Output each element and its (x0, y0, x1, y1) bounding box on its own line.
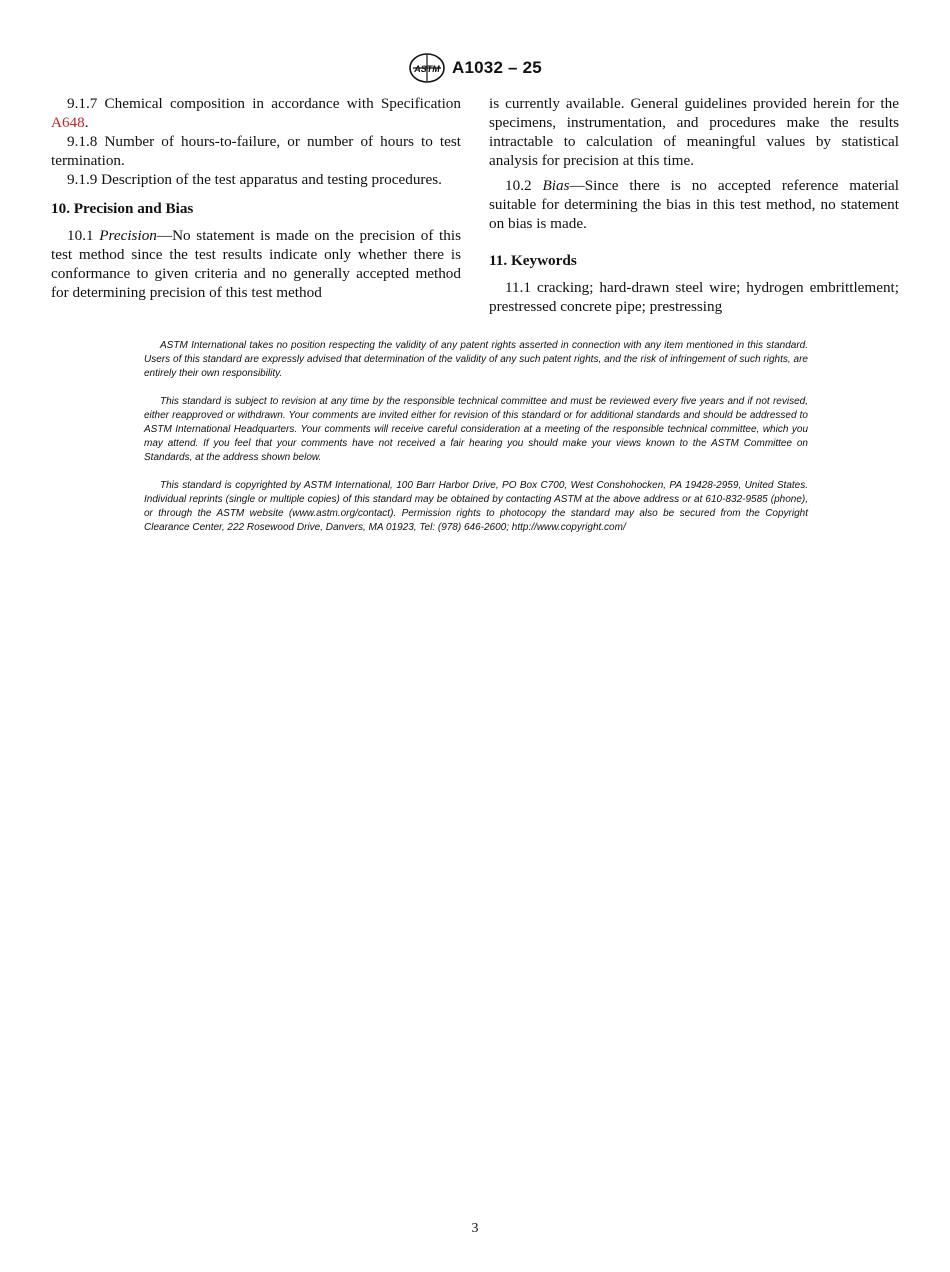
paragraph-10-2 (489, 176, 899, 233)
section-heading-keywords: 11. Keywords (489, 252, 577, 269)
patent-notice: ASTM International takes no position respecting the validity of any patent rights asserted in connection with any item mentioned in this standard. Users of this standard are expressly advised that determination of the validity of any such patent rights, and the risk of infringement of such rights, are entirely their own responsibility. (144, 340, 808, 379)
paragraph-9-1-8: 9.1.8 Number of hours-to-failure, or number of hours to test termination. (51, 133, 461, 169)
paragraph-9-1-7-end: . (84, 114, 89, 131)
paragraph-10-2-text: —Since there is no accepted reference material suitable for determining the bias in this test method, no statement on bias is made. (489, 177, 900, 232)
astm-logo-icon (408, 52, 446, 84)
standard-designation: A1032 – 25 (452, 58, 542, 77)
left-column (51, 94, 461, 302)
reference-link-a648[interactable]: A648 (51, 114, 85, 131)
right-column (489, 94, 899, 316)
paragraph-11-1: 11.1 cracking; hard-drawn steel wire; hydrogen embrittlement; prestressed concrete pipe; prestressing (489, 279, 899, 315)
paragraph-10-2-number: 10.2 (505, 177, 543, 194)
paragraph-10-1-text: —No statement is made on the precision of this test method since the test results indicate only whether there is conformance to given criteria and no generally accepted method for determining precision of this test method (51, 227, 462, 301)
section-heading-precision-bias: 10. Precision and Bias (51, 200, 194, 217)
paragraph-10-1-term: Precision (99, 227, 157, 244)
paragraph-9-1-9: 9.1.9 Description of the test apparatus and testing procedures. (67, 171, 442, 188)
astm-logo-text: ASTM (414, 64, 440, 74)
paragraph-9-1-7 (51, 94, 461, 132)
paragraph-10-2-term: Bias (542, 177, 570, 194)
paragraph-10-1-continued: is currently available. General guidelines provided herein for the specimens, instrumentation, and procedures make the results intractable to calculation of meaningful values by statistical analysis for precision at this time. (489, 95, 899, 169)
paragraph-10-1 (51, 226, 461, 302)
legal-notices (144, 339, 808, 549)
revision-notice: This standard is subject to revision at any time by the responsible technical committee and must be reviewed every five years and if not revised, either reapproved or withdrawn. Your comments are invited either for revision of this standard or for additional standards and should be addressed to ASTM International Headquarters. Your comments will receive careful consideration at a meeting of the responsible technical committee, which you may attend. If you feel that your comments have not received a fair hearing you should make your views known to the ASTM Committee on Standards, at the address shown below. (144, 396, 808, 463)
paragraph-10-1-number: 10.1 (67, 227, 100, 244)
page-header (0, 52, 950, 84)
page-number: 3 (471, 1221, 479, 1236)
paragraph-9-1-7-text: 9.1.7 Chemical composition in accordance with Specification (67, 95, 461, 112)
copyright-notice: This standard is copyrighted by ASTM International, 100 Barr Harbor Drive, PO Box C700, West Conshohocken, PA 19428-2959, United States. Individual reprints (single or multiple copies) of this standard may be obtained by contacting ASTM at the above address or at 610-832-9585 (phone), or through the ASTM website (www.astm.org/contact). Permission rights to photocopy the standard may also be secured from the Copyright Clearance Center, 222 Rosewood Drive, Danvers, MA 01923, Tel: (978) 646-2600; http://www.copyright.com/ (144, 480, 808, 533)
